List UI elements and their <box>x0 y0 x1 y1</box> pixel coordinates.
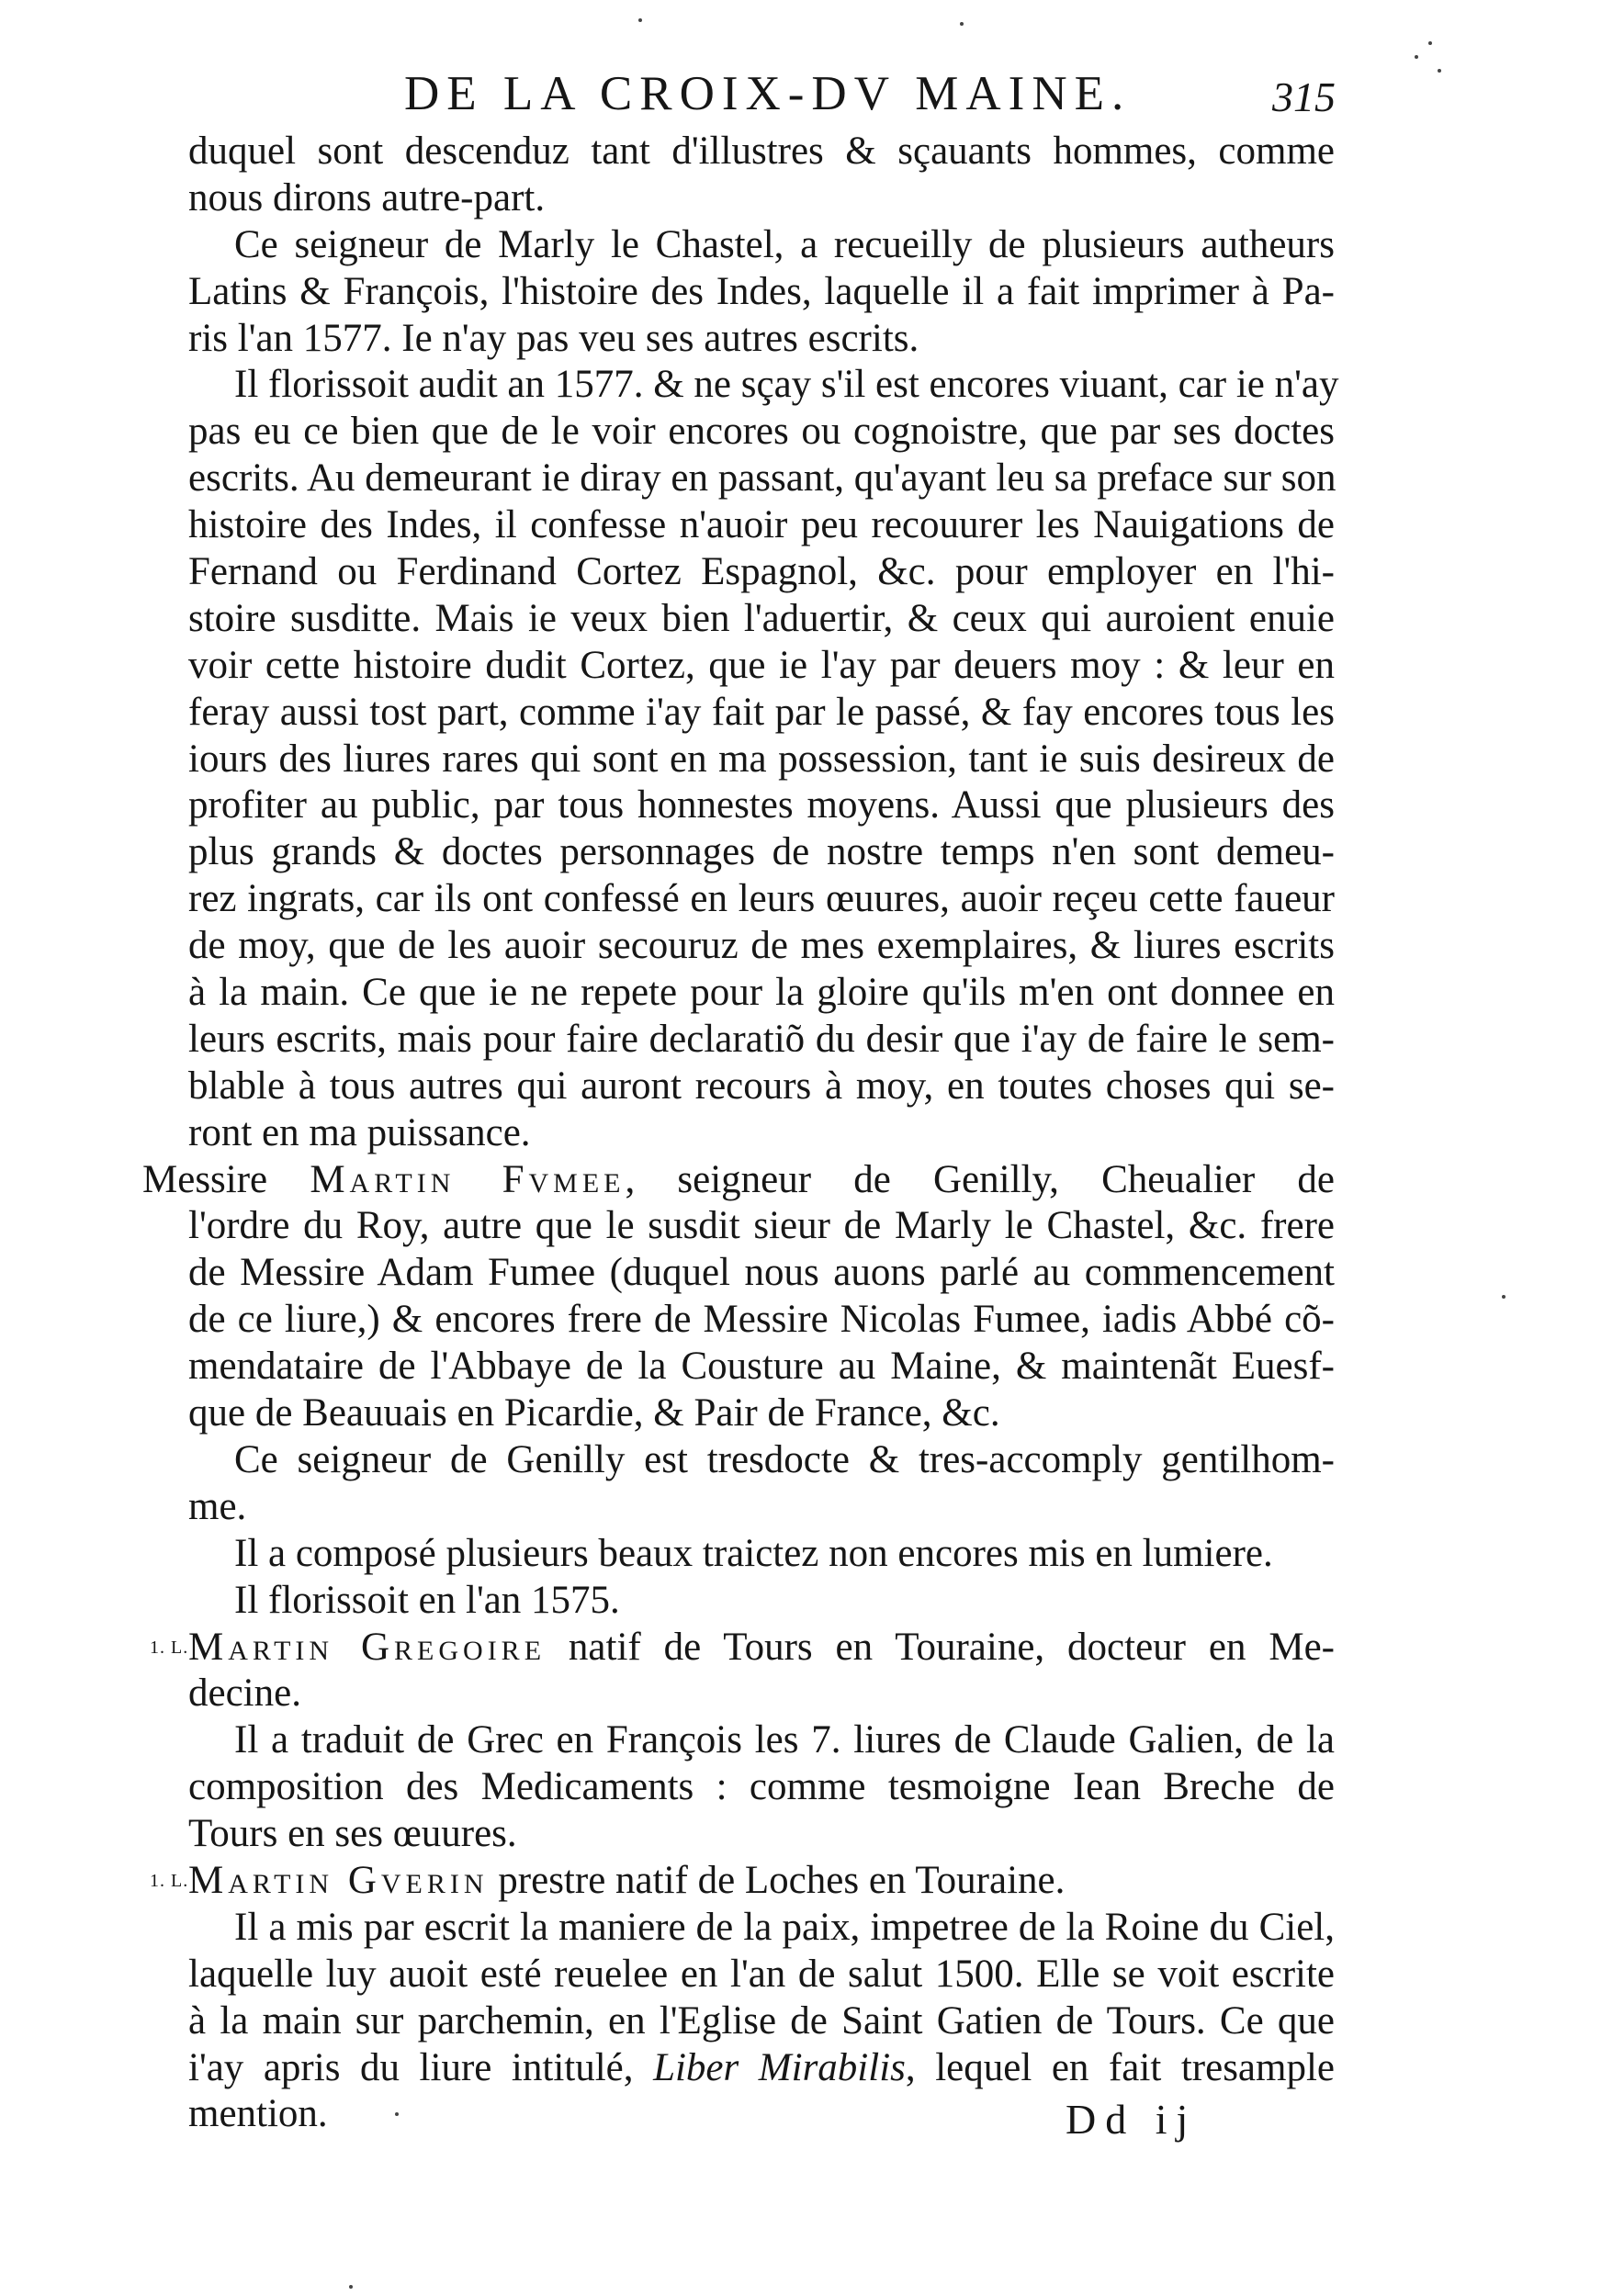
text-line: plus grands & doctes personnages de nostre temps n'en sont demeu- <box>188 830 1335 874</box>
text-line: feray aussi tost part, comme i'ay fait par le passé, & fay encores tous les <box>188 690 1335 734</box>
text-span: , lequel en fait tresample <box>905 2045 1335 2089</box>
main-text <box>142 129 1339 2138</box>
text-line: Ce seigneur de Genilly est tresdocte & tres-accomply gentilhom- <box>234 1437 1335 1481</box>
margin-mark: 1. L. <box>150 1637 189 1658</box>
text-line: iours des liures rares qui sont en ma possession, tant ie suis desireux de <box>188 737 1335 781</box>
text-line: escrits. Au demeurant ie diray en passant, qu'ayant leu sa preface sur son <box>188 456 1336 501</box>
text-line: Fernand ou Ferdinand Cortez Espagnol, &c. pour employer en l'hi- <box>188 550 1335 594</box>
text-line-liber <box>188 2045 1335 2092</box>
entry-heading-fumee <box>142 1157 1335 1204</box>
running-head <box>0 57 1624 130</box>
margin-mark: 1. L. <box>150 1870 189 1891</box>
text-line: laquelle luy auoit esté reuelee en l'an de salut 1500. Elle se voit escrite <box>188 1952 1335 1996</box>
entry-heading-rest: prestre natif de Loches en Touraine. <box>488 1858 1066 1902</box>
entry-name: Martin Fvmee <box>310 1157 626 1201</box>
text-line: blable à tous autres qui auront recours à moy, en toutes choses qui se- <box>188 1064 1335 1108</box>
entry-heading-gregoire <box>150 1625 1335 1671</box>
text-line: l'ordre du Roy, autre que le susdit sieur de Marly le Chastel, &c. frere <box>188 1204 1335 1248</box>
text-line: de ce liure,) & encores frere de Messire Nicolas Fumee, iadis Abbé cõ- <box>188 1298 1335 1342</box>
ink-speck <box>349 2285 353 2289</box>
text-line: mention. <box>188 2092 328 2136</box>
text-line: de Messire Adam Fumee (duquel nous auons parlé au commencement <box>188 1251 1335 1295</box>
text-line: Tours en ses œuures. <box>188 1812 517 1856</box>
text-line: composition des Medicaments : comme tesmoigne Iean Breche de <box>188 1765 1335 1809</box>
text-line: à la main sur parchemin, en l'Eglise de Saint Gatien de Tours. Ce que <box>188 1998 1335 2043</box>
page-number: 315 <box>1272 73 1336 120</box>
text-line: pas eu ce bien que de le voir encores ou cognoistre, que par ses doctes <box>188 410 1335 454</box>
text-line: me. <box>188 1484 247 1528</box>
ink-speck <box>1502 1295 1506 1299</box>
text-line: nous dirons autre-part. <box>188 175 546 219</box>
text-line: profiter au public, par tous honnestes moyens. Aussi que plusieurs des <box>188 783 1335 827</box>
text-line: histoire des Indes, il confesse n'auoir peu recouurer les Nauigations de <box>188 503 1335 547</box>
running-title: DE LA CROIX-DV MAINE. <box>404 67 1132 120</box>
text-span: i'ay apris du liure intitulé, <box>188 2045 654 2089</box>
text-line: duquel sont descenduz tant d'illustres & sçauants hommes, comme <box>188 129 1335 173</box>
text-line: voir cette histoire dudit Cortez, que ie l'ay par deuers moy : & leur en <box>188 643 1335 687</box>
text-line: Il florissoit en l'an 1575. <box>234 1578 620 1622</box>
text-line: ront en ma puissance. <box>188 1110 531 1154</box>
entry-prefix: Messire <box>142 1157 268 1201</box>
text-line: decine. <box>188 1671 301 1716</box>
ink-speck <box>638 18 642 22</box>
text-line: ris l'an 1577. Ie n'ay pas veu ses autres escrits. <box>188 316 919 360</box>
text-line: Latins & François, l'histoire des Indes, laquelle il a fait imprimer à Pa- <box>188 269 1335 313</box>
text-line: de moy, que de les auoir secouruz de mes exemplaires, & liures escrits <box>188 924 1335 968</box>
text-line: rez ingrats, car ils ont confessé en leurs œuures, auoir reçeu cette faueur <box>188 877 1335 921</box>
text-line: Il florissoit audit an 1577. & ne sçay s'il est encores viuant, car ie n'ay <box>234 363 1339 407</box>
text-line: que de Beauuais en Picardie, & Pair de France, &c. <box>188 1391 1000 1435</box>
entry-heading-rest: , seigneur de Genilly, Cheualier de <box>625 1157 1335 1201</box>
ink-speck <box>960 22 964 26</box>
ink-speck <box>1438 69 1441 73</box>
book-title: Liber Mirabilis <box>653 2045 906 2089</box>
text-line: à la main. Ce que ie ne repete pour la gloire qu'ils m'en ont donnee en <box>188 971 1335 1015</box>
ink-speck <box>1428 41 1432 45</box>
signature-mark: Dd ij <box>1066 2096 1198 2143</box>
ink-speck <box>395 2112 399 2116</box>
entry-name: Martin Gregoire <box>188 1625 547 1669</box>
text-line: Il a mis par escrit la maniere de la paix, impetree de la Roine du Ciel, <box>234 1905 1335 1949</box>
entry-heading-rest: natif de Tours en Touraine, docteur en Me- <box>546 1625 1335 1669</box>
text-line: Il a composé plusieurs beaux traictez non encores mis en lumiere. <box>234 1531 1273 1575</box>
entry-heading-guerin <box>150 1858 1335 1905</box>
text-line: stoire susditte. Mais ie veux bien l'aduertir, & ceux qui auroient enuie <box>188 596 1335 640</box>
text-line: mendataire de l'Abbaye de la Cousture au Maine, & maintenãt Euesf- <box>188 1345 1335 1389</box>
text-line: Il a traduit de Grec en François les 7. liures de Claude Galien, de la <box>234 1718 1335 1762</box>
ink-speck <box>1415 55 1418 59</box>
text-line: leurs escrits, mais pour faire declaratiõ du desir que i'ay de faire le sem- <box>188 1017 1335 1061</box>
text-line: Ce seigneur de Marly le Chastel, a recueilly de plusieurs autheurs <box>234 222 1335 266</box>
entry-name: Martin Gverin <box>188 1858 489 1902</box>
